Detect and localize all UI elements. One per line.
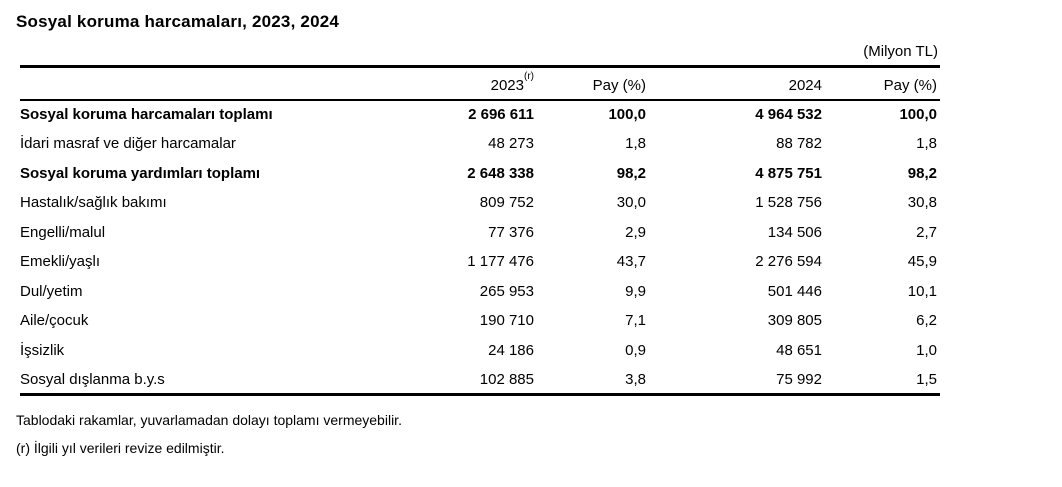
table-row <box>20 218 940 248</box>
header-2023 <box>350 67 537 100</box>
value-2023: 809 752 <box>479 194 534 212</box>
value-2023: 77 376 <box>488 223 534 241</box>
table-row <box>20 336 940 366</box>
footnote-rounding: Tablodaki rakamlar, yuvarlamadan dolayı toplamı vermeyebilir. <box>16 412 402 428</box>
value-2024: 309 805 <box>767 312 822 330</box>
social-protection-table-wrap <box>20 65 940 396</box>
value-2024: 501 446 <box>767 282 822 300</box>
share-2024: 98,2 <box>907 164 937 182</box>
table-row <box>20 129 940 159</box>
value-2024: 4 875 751 <box>755 164 822 182</box>
share-2024: 1,8 <box>916 135 937 153</box>
share-2023: 9,9 <box>625 282 646 300</box>
row-label: Dul/yetim <box>20 282 83 300</box>
share-2024: 30,8 <box>907 194 937 212</box>
header-pay-2024: Pay (%) <box>825 67 940 100</box>
row-label: Emekli/yaşlı <box>20 253 101 271</box>
value-2023: 265 953 <box>479 282 534 300</box>
value-2023: 190 710 <box>479 312 534 330</box>
header-2024: 2024 <box>649 67 825 100</box>
table-row <box>20 365 940 395</box>
row-label: İşsizlik <box>20 341 65 359</box>
social-protection-table <box>20 65 940 396</box>
share-2023: 1,8 <box>625 135 646 153</box>
share-2024: 1,0 <box>916 341 937 359</box>
share-2023: 100,0 <box>608 106 646 124</box>
value-2023: 1 177 476 <box>467 253 534 271</box>
header-pay-2023: Pay (%) <box>537 67 649 100</box>
row-label: Sosyal koruma yardımları toplamı <box>20 164 261 182</box>
value-2023: 48 273 <box>488 135 534 153</box>
row-label: Sosyal dışlanma b.y.s <box>20 370 165 388</box>
share-2023: 0,9 <box>625 341 646 359</box>
page-title: Sosyal koruma harcamaları, 2023, 2024 <box>16 12 340 31</box>
table-row <box>20 247 940 277</box>
value-2023: 24 186 <box>488 341 534 359</box>
share-2024: 10,1 <box>907 282 937 300</box>
share-2023: 98,2 <box>616 164 646 182</box>
share-2024: 100,0 <box>899 106 937 124</box>
row-label: İdari masraf ve diğer harcamalar <box>20 135 236 153</box>
value-2023: 2 696 611 <box>468 106 534 124</box>
value-2024: 134 506 <box>767 223 822 241</box>
value-2023: 2 648 338 <box>467 164 534 182</box>
value-2024: 48 651 <box>776 341 822 359</box>
value-2024: 88 782 <box>776 135 822 153</box>
header-row <box>20 67 940 100</box>
table-row <box>20 159 940 189</box>
header-2023-year: 2023 <box>490 76 524 94</box>
revision-superscript: (r) <box>524 70 534 82</box>
share-2023: 30,0 <box>616 194 646 212</box>
share-2023: 3,8 <box>625 370 646 388</box>
table-row <box>20 277 940 307</box>
row-label: Sosyal koruma harcamaları toplamı <box>20 106 273 124</box>
share-2024: 45,9 <box>907 253 937 271</box>
share-2024: 6,2 <box>916 312 937 330</box>
value-2023: 102 885 <box>479 370 534 388</box>
footnote-revision: (r) İlgili yıl verileri revize edilmiştir. <box>16 440 225 456</box>
row-label: Aile/çocuk <box>20 312 89 330</box>
row-label: Hastalık/sağlık bakımı <box>20 194 167 212</box>
table-row <box>20 100 940 130</box>
value-2024: 2 276 594 <box>755 253 822 271</box>
value-2024: 1 528 756 <box>755 194 822 212</box>
table-row <box>20 306 940 336</box>
share-2023: 2,9 <box>625 223 646 241</box>
table-row <box>20 188 940 218</box>
share-2023: 7,1 <box>625 312 646 330</box>
share-2023: 43,7 <box>616 253 646 271</box>
header-empty <box>20 67 350 100</box>
share-2024: 1,5 <box>916 370 937 388</box>
share-2024: 2,7 <box>916 223 937 241</box>
unit-label: (Milyon TL) <box>863 43 938 60</box>
value-2024: 75 992 <box>776 370 822 388</box>
value-2024: 4 964 532 <box>755 106 822 124</box>
row-label: Engelli/malul <box>20 223 106 241</box>
